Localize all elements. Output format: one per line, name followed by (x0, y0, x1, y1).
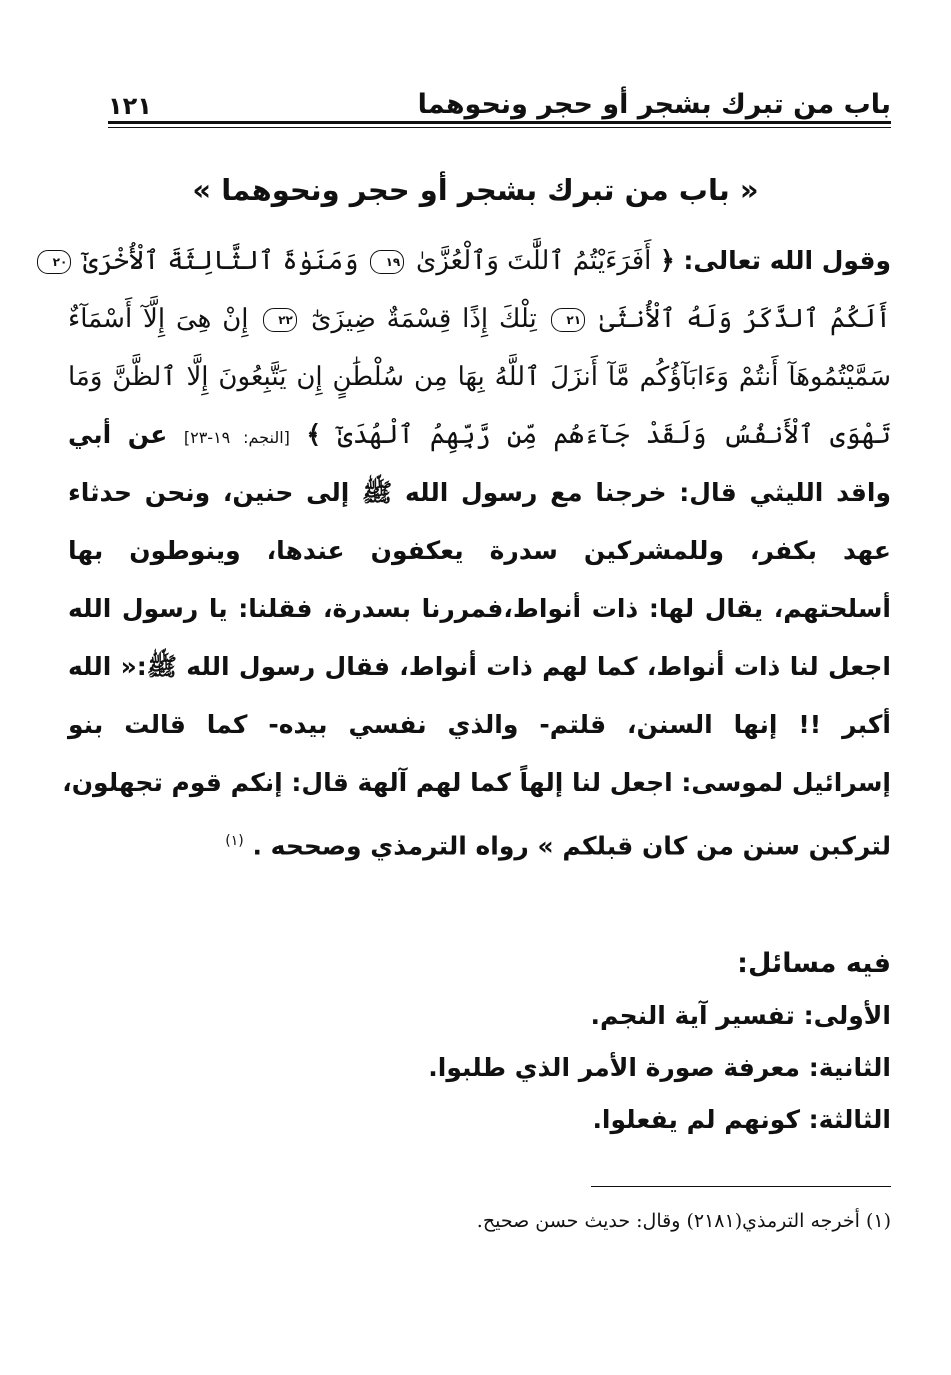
text-line-2 (68, 290, 891, 348)
header-rule-thick (108, 121, 891, 124)
chapter-title: « باب من تبرك بشجر أو حجر ونحوهما » (192, 173, 759, 207)
hadith-start: عن أبي (68, 420, 168, 449)
text-line-8: اجعل لنا ذات أنواط، كما لهم ذات أنواط، فقال رسول الله ﷺ:« الله (68, 652, 891, 681)
quran-verse: إِنْ هِىَ إِلَّآ أَسْمَآءٌ (68, 304, 249, 334)
quran-verse: تِلْكَ إِذًا قِسْمَةٌ ضِيزَىٰٓ (311, 304, 537, 334)
issue-item: الثانية: معرفة صورة الأمر الذي طلبوا. (428, 1053, 891, 1082)
quran-verse: تَهْوَى ٱلْأَنفُسُ وَلَقَدْ جَآءَهُم مِّن رَّبِّهِمُ ٱلْهُدَىٰٓ (337, 420, 891, 450)
quran-verse: أَفَرَءَيْتُمُ ٱللَّٰتَ وَٱلْعُزَّىٰ (415, 246, 652, 276)
text-line-7: أسلحتهم، يقال لها: ذات أنواط،فمررنا بسدرة، فقلنا: يا رسول الله (68, 594, 891, 623)
body-text (52, 232, 891, 870)
quran-verse: سَمَّيْتُمُوهَآ أَنتُمْ وَءَابَآؤُكُم مَّآ أَنزَلَ ٱللَّهُ بِهَا مِن سُلْطَٰنٍ إِن يَتَّبِعُونَ إِلَّا ٱلظَّنَّ وَمَا (68, 362, 891, 392)
page-number: ١٢١ (108, 92, 152, 120)
issues-heading: فيه مسائل: (737, 948, 891, 979)
footnote-marker: (١) (225, 833, 244, 849)
footnote-divider (591, 1186, 891, 1187)
verse-close-bracket: ﴾ (289, 420, 322, 449)
hadith-end: لتركبن سنن من كان قبلكم » رواه الترمذي وصححه . (252, 831, 891, 861)
issues-section (68, 938, 891, 1146)
text-line-9: أكبر !! إنها السنن، قلتم- والذي نفسي بيده- كما قالت بنو (68, 710, 891, 739)
running-header (108, 78, 891, 118)
text-line-6: عهد بكفر، وللمشركين سدرة يعكفون عندها، وينوطون بها (68, 536, 891, 565)
header-rule-thin (108, 127, 891, 128)
issue-item: الأولى: تفسير آية النجم. (590, 1001, 891, 1030)
ayah-number-marker: ١٩ (370, 250, 404, 274)
ayah-number-marker: ٢٠ (37, 250, 71, 274)
running-title: باب من تبرك بشجر أو حجر ونحوهما (417, 89, 891, 120)
footnote: (١) أخرجه الترمذي(٢١٨١) وقال: حديث حسن صحيح. (476, 1210, 891, 1232)
ayah-number-marker: ٢١ (551, 308, 585, 332)
ayah-number-marker: ٢٢ (263, 308, 297, 332)
text-line-5: واقد الليثي قال: خرجنا مع رسول الله ﷺ إلى حنين، ونحن حدثاء (68, 478, 891, 507)
surah-reference: [النجم: ١٩-٢٣] (183, 428, 290, 447)
text-line-1 (52, 232, 891, 290)
text-line-4 (68, 406, 891, 464)
issue-item: الثالثة: كونهم لم يفعلوا. (592, 1105, 891, 1134)
text-line-11 (68, 812, 891, 870)
quran-verse: أَلَكُمُ ٱلذَّكَرُ وَلَهُ ٱلْأُنثَىٰ (599, 304, 891, 334)
text-line-10: إسرائيل لموسى: اجعل لنا إلهاً كما لهم آلهة قال: إنكم قوم تجهلون، (62, 768, 891, 797)
text-line-3 (68, 348, 891, 406)
verse-intro: وقول الله تعالى: ﴿ (660, 246, 891, 275)
quran-verse: وَمَنَوٰةَ ٱلثَّالِثَةَ ٱلْأُخْرَىٰٓ (83, 246, 359, 276)
